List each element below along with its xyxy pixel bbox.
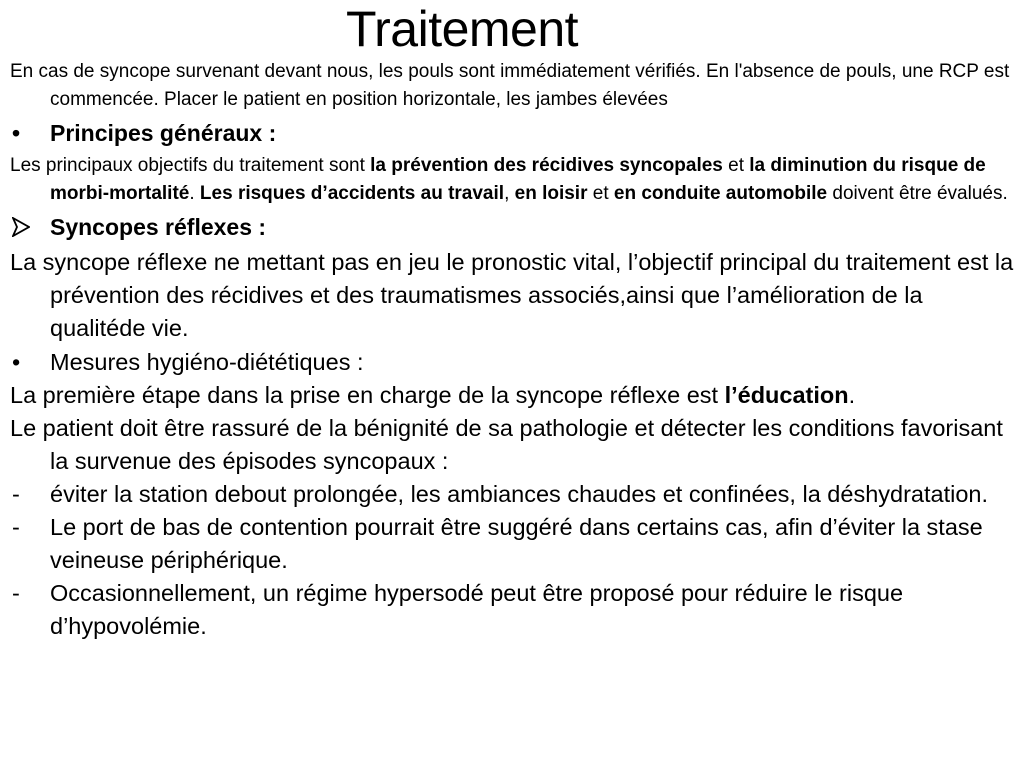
intro-paragraph: En cas de syncope survenant devant nous, les pouls sont immédiatement vérifiés. En l'absence de pouls, une RCP est commencée. Placer le patient en position horizontale, les jambes élevées bbox=[10, 61, 1010, 110]
list-item bbox=[10, 577, 1014, 643]
list-item-text: Occasionnellement, un régime hypersodé peut être proposé pour réduire le risque d’hypovolémie. bbox=[50, 580, 904, 639]
education-paragraph bbox=[10, 379, 1014, 412]
principes-bold-1: la prévention des récidives syncopales bbox=[370, 155, 723, 176]
dash-marker: - bbox=[12, 514, 20, 540]
bullet-icon: • bbox=[12, 120, 21, 146]
education-text-2: . bbox=[848, 382, 856, 408]
list-item bbox=[10, 511, 1014, 577]
education-bold: l’éducation bbox=[724, 382, 849, 408]
principes-bold-5: en conduite automobile bbox=[613, 183, 828, 204]
principes-text-6: doivent être évalués. bbox=[827, 183, 1008, 204]
dash-marker: - bbox=[12, 580, 20, 606]
principes-heading bbox=[10, 114, 1014, 152]
arrow-bullet-icon bbox=[12, 208, 30, 237]
reflexes-paragraph: La syncope réflexe ne mettant pas en jeu le pronostic vital, l’objectif principal du traitement est la prévention des récidives et des traumatismes associés,ainsi que l’amélioration de la qualitéde vie. bbox=[10, 249, 1014, 341]
list-item bbox=[10, 478, 1014, 511]
slide-content bbox=[10, 58, 1014, 643]
dash-marker: - bbox=[12, 481, 20, 507]
principes-text-5: et bbox=[587, 183, 614, 204]
mesures-heading-text: Mesures hygiéno-diététiques : bbox=[50, 349, 364, 375]
bullet-icon: • bbox=[12, 349, 21, 375]
patient-paragraph: Le patient doit être rassuré de la bénignité de sa pathologie et détecter les conditions favorisant la survenue des épisodes syncopaux : bbox=[10, 415, 1003, 474]
list-item-text: éviter la station debout prolongée, les ambiances chaudes et confinées, la déshydratation. bbox=[50, 481, 988, 507]
mesures-heading bbox=[10, 345, 1014, 379]
slide-title: Traitement bbox=[345, 1, 579, 57]
principes-paragraph bbox=[10, 152, 1014, 208]
list-item-text: Le port de bas de contention pourrait être suggéré dans certains cas, afin d’éviter la stase veineuse périphérique. bbox=[50, 514, 983, 573]
principes-bold-4: en loisir bbox=[514, 183, 588, 204]
principes-text-3: . bbox=[189, 183, 200, 204]
principes-text-2: et bbox=[722, 155, 750, 176]
reflexes-heading bbox=[10, 208, 1014, 246]
principes-text-4: , bbox=[504, 183, 515, 204]
principes-text-1: Les principaux objectifs du traitement sont bbox=[10, 155, 371, 176]
principes-bold-3: Les risques d’accidents au travail bbox=[199, 183, 505, 204]
principes-bold-2: la diminution du risque de morbi-mortalité bbox=[50, 155, 986, 204]
principes-heading-text: Principes généraux : bbox=[50, 120, 277, 146]
education-text-1: La première étape dans la prise en charge de la syncope réflexe est bbox=[10, 382, 725, 408]
reflexes-heading-text: Syncopes réflexes : bbox=[50, 214, 267, 240]
